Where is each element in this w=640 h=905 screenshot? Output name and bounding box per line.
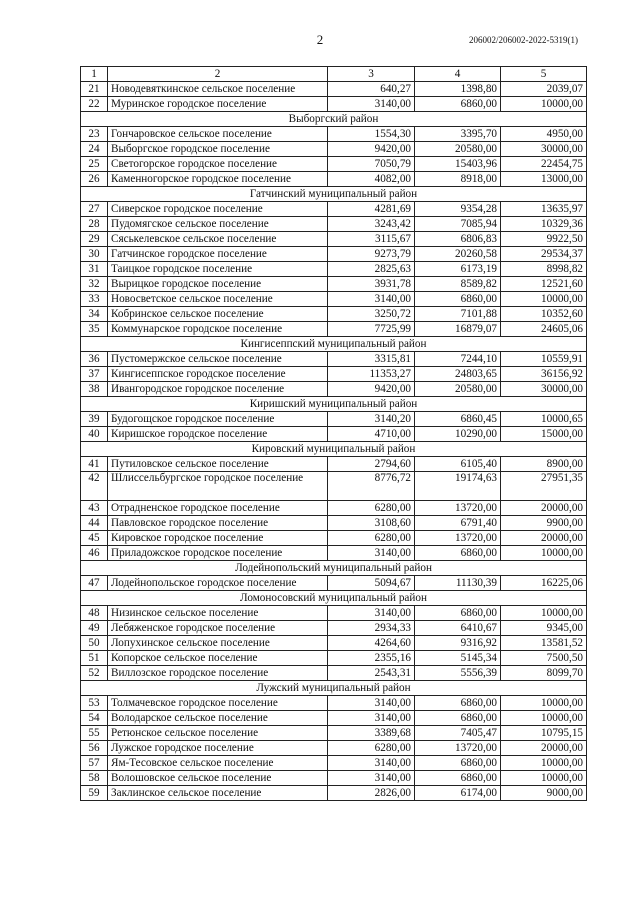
settlement-name: Ям-Тесовское сельское поселение [108, 756, 328, 771]
row-number: 41 [81, 457, 108, 472]
value-col3: 9273,79 [328, 247, 415, 262]
value-col5: 10000,00 [501, 606, 587, 621]
settlement-name: Ретюнское сельское поселение [108, 726, 328, 741]
value-col4: 15403,96 [415, 157, 501, 172]
region-name: Ломоносовский муниципальный район [81, 591, 587, 606]
table-row [81, 771, 587, 786]
value-col4: 6791,40 [415, 516, 501, 531]
value-col5: 10000,65 [501, 412, 587, 427]
value-col3: 640,27 [328, 82, 415, 97]
value-col5: 13635,97 [501, 202, 587, 217]
value-col5: 13000,00 [501, 172, 587, 187]
table-row [81, 142, 587, 157]
value-col3: 1554,30 [328, 127, 415, 142]
row-number: 24 [81, 142, 108, 157]
value-col3: 6280,00 [328, 741, 415, 756]
value-col3: 3243,42 [328, 217, 415, 232]
table-row [81, 501, 587, 516]
column-header: 5 [501, 67, 587, 82]
page-number: 2 [316, 32, 324, 47]
value-col4: 9316,92 [415, 636, 501, 651]
value-col5: 10000,00 [501, 756, 587, 771]
region-header-row [81, 591, 587, 606]
row-number: 47 [81, 576, 108, 591]
table-row [81, 307, 587, 322]
settlement-name: Путиловское сельское поселение [108, 457, 328, 472]
row-number: 36 [81, 352, 108, 367]
table-row [81, 157, 587, 172]
table-row [81, 217, 587, 232]
value-col5: 10329,36 [501, 217, 587, 232]
value-col3: 3140,20 [328, 412, 415, 427]
value-col3: 3140,00 [328, 771, 415, 786]
value-col5: 20000,00 [501, 531, 587, 546]
value-col4: 9354,28 [415, 202, 501, 217]
table-row [81, 82, 587, 97]
table-row [81, 232, 587, 247]
column-header-row [81, 67, 587, 82]
table-row [81, 277, 587, 292]
value-col5: 10352,60 [501, 307, 587, 322]
value-col4: 20580,00 [415, 142, 501, 157]
row-number: 48 [81, 606, 108, 621]
row-number: 54 [81, 711, 108, 726]
value-col5: 10000,00 [501, 711, 587, 726]
region-header-row [81, 681, 587, 696]
value-col3: 3140,00 [328, 711, 415, 726]
value-col5: 22454,75 [501, 157, 587, 172]
row-number: 52 [81, 666, 108, 681]
value-col4: 6860,00 [415, 711, 501, 726]
value-col3: 4710,00 [328, 427, 415, 442]
value-col3: 6280,00 [328, 531, 415, 546]
value-col3: 7725,99 [328, 322, 415, 337]
settlement-name: Выборгское городское поселение [108, 142, 328, 157]
table-row [81, 247, 587, 262]
value-col3: 2826,00 [328, 786, 415, 801]
region-header-row [81, 112, 587, 127]
row-number: 53 [81, 696, 108, 711]
value-col4: 3395,70 [415, 127, 501, 142]
value-col4: 20260,58 [415, 247, 501, 262]
settlement-name: Лебяженское городское поселение [108, 621, 328, 636]
value-col5: 24605,06 [501, 322, 587, 337]
row-number: 27 [81, 202, 108, 217]
value-col4: 1398,80 [415, 82, 501, 97]
row-number: 35 [81, 322, 108, 337]
table-row [81, 472, 587, 501]
value-col3: 2825,63 [328, 262, 415, 277]
settlement-name: Володарское сельское поселение [108, 711, 328, 726]
settlement-name: Пустомержское сельское поселение [108, 352, 328, 367]
table-row [81, 636, 587, 651]
table-row [81, 97, 587, 112]
value-col3: 3140,00 [328, 292, 415, 307]
row-number: 42 [81, 472, 108, 501]
column-header: 2 [108, 67, 328, 82]
settlement-name: Волошовское сельское поселение [108, 771, 328, 786]
value-col3: 3315,81 [328, 352, 415, 367]
table-row [81, 711, 587, 726]
value-col3: 3108,60 [328, 516, 415, 531]
value-col5: 10000,00 [501, 292, 587, 307]
value-col5: 7500,50 [501, 651, 587, 666]
value-col5: 9900,00 [501, 516, 587, 531]
settlement-name: Кобринское сельское поселение [108, 307, 328, 322]
value-col3: 3140,00 [328, 756, 415, 771]
settlement-name: Павловское городское поселение [108, 516, 328, 531]
row-number: 33 [81, 292, 108, 307]
table-row [81, 516, 587, 531]
value-col5: 10000,00 [501, 771, 587, 786]
value-col4: 10290,00 [415, 427, 501, 442]
value-col5: 12521,60 [501, 277, 587, 292]
table-row [81, 412, 587, 427]
settlement-name: Шлиссельбургское городское поселение [108, 472, 328, 501]
row-number: 43 [81, 501, 108, 516]
table-row [81, 202, 587, 217]
value-col5: 15000,00 [501, 427, 587, 442]
value-col3: 2355,16 [328, 651, 415, 666]
row-number: 32 [81, 277, 108, 292]
allocation-table [80, 66, 587, 801]
value-col5: 10000,00 [501, 696, 587, 711]
row-number: 22 [81, 97, 108, 112]
region-header-row [81, 397, 587, 412]
row-number: 51 [81, 651, 108, 666]
settlement-name: Светогорское городское поселение [108, 157, 328, 172]
region-name: Выборгский район [81, 112, 587, 127]
settlement-name: Пудомягское сельское поселение [108, 217, 328, 232]
value-col3: 3140,00 [328, 97, 415, 112]
value-col5: 9345,00 [501, 621, 587, 636]
table-row [81, 576, 587, 591]
value-col3: 3140,00 [328, 546, 415, 561]
region-name: Кировский муниципальный район [81, 442, 587, 457]
value-col4: 6105,40 [415, 457, 501, 472]
value-col4: 5145,34 [415, 651, 501, 666]
value-col3: 2794,60 [328, 457, 415, 472]
value-col5: 20000,00 [501, 741, 587, 756]
settlement-name: Приладожское городское поселение [108, 546, 328, 561]
table-row [81, 322, 587, 337]
value-col5: 20000,00 [501, 501, 587, 516]
value-col5: 13581,52 [501, 636, 587, 651]
value-col4: 6860,00 [415, 696, 501, 711]
value-col4: 5556,39 [415, 666, 501, 681]
value-col5: 30000,00 [501, 142, 587, 157]
row-number: 57 [81, 756, 108, 771]
region-header-row [81, 337, 587, 352]
value-col4: 8918,00 [415, 172, 501, 187]
row-number: 25 [81, 157, 108, 172]
settlement-name: Гатчинское городское поселение [108, 247, 328, 262]
row-number: 45 [81, 531, 108, 546]
value-col5: 9922,50 [501, 232, 587, 247]
value-col5: 10795,15 [501, 726, 587, 741]
region-name: Лужский муниципальный район [81, 681, 587, 696]
value-col3: 7050,79 [328, 157, 415, 172]
table-row [81, 262, 587, 277]
value-col4: 7085,94 [415, 217, 501, 232]
value-col4: 19174,63 [415, 472, 501, 501]
value-col3: 3931,78 [328, 277, 415, 292]
table-row [81, 531, 587, 546]
value-col4: 7244,10 [415, 352, 501, 367]
table-row [81, 367, 587, 382]
value-col5: 10000,00 [501, 546, 587, 561]
value-col4: 6860,00 [415, 606, 501, 621]
value-col4: 13720,00 [415, 501, 501, 516]
value-col5: 10000,00 [501, 97, 587, 112]
table-row [81, 621, 587, 636]
value-col4: 11130,39 [415, 576, 501, 591]
region-name: Гатчинский муниципальный район [81, 187, 587, 202]
settlement-name: Гончаровское сельское поселение [108, 127, 328, 142]
settlement-name: Толмачевское городское поселение [108, 696, 328, 711]
value-col3: 2934,33 [328, 621, 415, 636]
value-col3: 4281,69 [328, 202, 415, 217]
value-col5: 27951,35 [501, 472, 587, 501]
settlement-name: Кингисеппское городское поселение [108, 367, 328, 382]
value-col4: 6860,00 [415, 771, 501, 786]
settlement-name: Лопухинское сельское поселение [108, 636, 328, 651]
value-col3: 4264,60 [328, 636, 415, 651]
row-number: 30 [81, 247, 108, 262]
settlement-name: Таицкое городское поселение [108, 262, 328, 277]
value-col5: 4950,00 [501, 127, 587, 142]
region-name: Кингисеппский муниципальный район [81, 337, 587, 352]
value-col4: 6860,45 [415, 412, 501, 427]
value-col3: 3389,68 [328, 726, 415, 741]
value-col4: 13720,00 [415, 531, 501, 546]
row-number: 50 [81, 636, 108, 651]
row-number: 39 [81, 412, 108, 427]
row-number: 58 [81, 771, 108, 786]
row-number: 26 [81, 172, 108, 187]
settlement-name: Отрадненское городское поселение [108, 501, 328, 516]
row-number: 23 [81, 127, 108, 142]
table-row [81, 352, 587, 367]
settlement-name: Кировское городское поселение [108, 531, 328, 546]
value-col4: 6860,00 [415, 292, 501, 307]
table-row [81, 741, 587, 756]
table-row [81, 546, 587, 561]
settlement-name: Вырицкое городское поселение [108, 277, 328, 292]
table-row [81, 756, 587, 771]
row-number: 46 [81, 546, 108, 561]
table-row [81, 382, 587, 397]
value-col5: 29534,37 [501, 247, 587, 262]
row-number: 56 [81, 741, 108, 756]
value-col4: 24803,65 [415, 367, 501, 382]
row-number: 31 [81, 262, 108, 277]
value-col3: 3115,67 [328, 232, 415, 247]
row-number: 28 [81, 217, 108, 232]
value-col3: 3140,00 [328, 696, 415, 711]
value-col3: 3250,72 [328, 307, 415, 322]
row-number: 44 [81, 516, 108, 531]
value-col4: 6860,00 [415, 97, 501, 112]
value-col4: 16879,07 [415, 322, 501, 337]
region-name: Киришский муниципальный район [81, 397, 587, 412]
row-number: 37 [81, 367, 108, 382]
value-col5: 9000,00 [501, 786, 587, 801]
settlement-name: Заклинское сельское поселение [108, 786, 328, 801]
table-row [81, 292, 587, 307]
value-col5: 2039,07 [501, 82, 587, 97]
value-col5: 10559,91 [501, 352, 587, 367]
value-col4: 6174,00 [415, 786, 501, 801]
value-col5: 8900,00 [501, 457, 587, 472]
value-col3: 4082,00 [328, 172, 415, 187]
value-col4: 13720,00 [415, 741, 501, 756]
region-header-row [81, 561, 587, 576]
row-number: 40 [81, 427, 108, 442]
value-col4: 6860,00 [415, 546, 501, 561]
value-col4: 7405,47 [415, 726, 501, 741]
value-col3: 2543,31 [328, 666, 415, 681]
value-col3: 3140,00 [328, 606, 415, 621]
row-number: 34 [81, 307, 108, 322]
value-col4: 7101,88 [415, 307, 501, 322]
settlement-name: Каменногорское городское поселение [108, 172, 328, 187]
settlement-name: Новодевяткинское сельское поселение [108, 82, 328, 97]
value-col3: 9420,00 [328, 142, 415, 157]
settlement-name: Новосветское сельское поселение [108, 292, 328, 307]
row-number: 55 [81, 726, 108, 741]
value-col4: 6860,00 [415, 756, 501, 771]
table-row [81, 127, 587, 142]
settlement-name: Виллозское городское поселение [108, 666, 328, 681]
value-col3: 11353,27 [328, 367, 415, 382]
settlement-name: Сиверское городское поселение [108, 202, 328, 217]
table-row [81, 457, 587, 472]
value-col3: 8776,72 [328, 472, 415, 501]
settlement-name: Лужское городское поселение [108, 741, 328, 756]
row-number: 21 [81, 82, 108, 97]
settlement-name: Киришское городское поселение [108, 427, 328, 442]
settlement-name: Муринское городское поселение [108, 97, 328, 112]
value-col3: 9420,00 [328, 382, 415, 397]
value-col5: 16225,06 [501, 576, 587, 591]
value-col4: 6410,67 [415, 621, 501, 636]
value-col4: 8589,82 [415, 277, 501, 292]
settlement-name: Копорское сельское поселение [108, 651, 328, 666]
row-number: 38 [81, 382, 108, 397]
value-col5: 8998,82 [501, 262, 587, 277]
settlement-name: Будогощское городское поселение [108, 412, 328, 427]
table-row [81, 726, 587, 741]
column-header: 3 [328, 67, 415, 82]
table-row [81, 606, 587, 621]
table-row [81, 651, 587, 666]
table-row [81, 786, 587, 801]
table-row [81, 666, 587, 681]
value-col5: 36156,92 [501, 367, 587, 382]
value-col4: 6806,83 [415, 232, 501, 247]
value-col5: 30000,00 [501, 382, 587, 397]
value-col4: 20580,00 [415, 382, 501, 397]
region-header-row [81, 187, 587, 202]
settlement-name: Низинское сельское поселение [108, 606, 328, 621]
settlement-name: Сяськелевское сельское поселение [108, 232, 328, 247]
value-col4: 6173,19 [415, 262, 501, 277]
settlement-name: Коммунарское городское поселение [108, 322, 328, 337]
value-col3: 5094,67 [328, 576, 415, 591]
table-body [81, 67, 587, 801]
document-id: 206002/206002-2022-5319(1) [469, 35, 578, 45]
row-number: 49 [81, 621, 108, 636]
column-header: 1 [81, 67, 108, 82]
value-col5: 8099,70 [501, 666, 587, 681]
row-number: 29 [81, 232, 108, 247]
settlement-name: Лодейнопольское городское поселение [108, 576, 328, 591]
region-header-row [81, 442, 587, 457]
table-row [81, 427, 587, 442]
value-col3: 6280,00 [328, 501, 415, 516]
table-row [81, 172, 587, 187]
region-name: Лодейнопольский муниципальный район [81, 561, 587, 576]
settlement-name: Ивангородское городское поселение [108, 382, 328, 397]
column-header: 4 [415, 67, 501, 82]
row-number: 59 [81, 786, 108, 801]
table-row [81, 696, 587, 711]
